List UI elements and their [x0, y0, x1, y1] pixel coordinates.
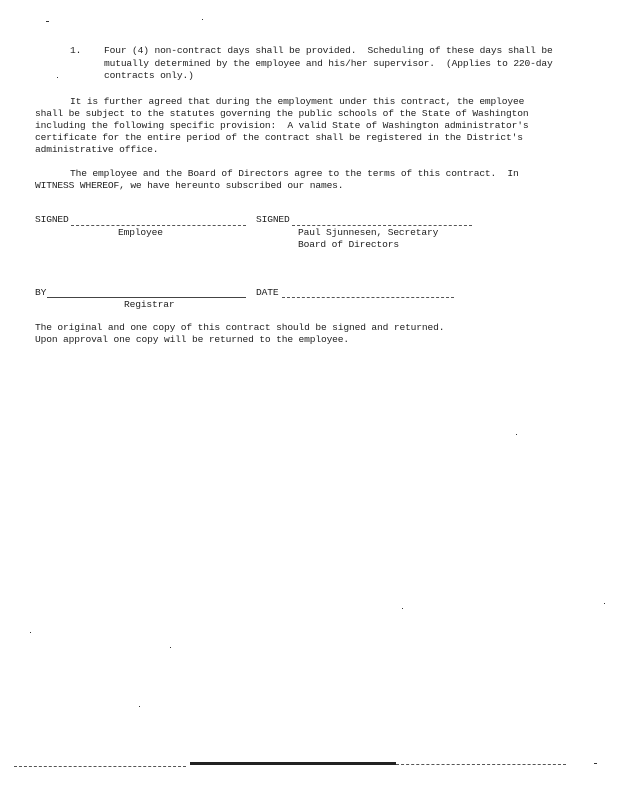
item-number: 1. — [70, 45, 82, 56]
registrar-signature-line — [47, 297, 246, 298]
para1-line-4: certificate for the entire period of the contract shall be registered in the District's — [35, 132, 523, 143]
scan-speck — [202, 19, 203, 20]
para1-line-5: administrative office. — [35, 144, 159, 155]
secretary-name: Paul Sjunnesen, Secretary — [298, 227, 439, 238]
secretary-signature-line — [292, 225, 472, 226]
date-line — [282, 297, 454, 298]
scan-speck — [46, 21, 49, 22]
scan-speck — [516, 434, 517, 435]
para1-line-2: shall be subject to the statutes governing the public schools of the State of Washington — [35, 108, 529, 119]
scan-speck — [30, 632, 31, 633]
item-line-1: Four (4) non-contract days shall be provided. Scheduling of these days shall be — [104, 45, 553, 56]
scan-bottom-line-left — [14, 766, 186, 767]
date-label: DATE — [256, 287, 279, 298]
by-label: BY — [35, 287, 47, 298]
registrar-caption: Registrar — [124, 299, 175, 310]
para1-line-3: including the following specific provision: A valid State of Washington administrator's — [35, 120, 529, 131]
para2-line-2: WITNESS WHEREOF, we have hereunto subscribed our names. — [35, 180, 344, 191]
signed-right-label: SIGNED — [256, 214, 290, 225]
scan-bottom-bar — [190, 762, 396, 765]
scan-speck — [402, 608, 403, 609]
scan-speck — [170, 647, 171, 648]
scan-speck — [57, 77, 58, 78]
item-line-2: mutually determined by the employee and his/her supervisor. (Applies to 220-day — [104, 58, 553, 69]
employee-signature-line — [71, 225, 246, 226]
scan-speck — [139, 706, 140, 707]
scan-speck — [604, 603, 605, 604]
footer-note-line-2: Upon approval one copy will be returned to the employee. — [35, 334, 350, 345]
scan-speck — [594, 763, 597, 764]
scan-bottom-line-right — [396, 764, 566, 765]
item-line-3: contracts only.) — [104, 70, 194, 81]
footer-note-line-1: The original and one copy of this contract should be signed and returned. — [35, 322, 445, 333]
signed-left-label: SIGNED — [35, 214, 69, 225]
para1-line-1: It is further agreed that during the employment under this contract, the employee — [70, 96, 525, 107]
board-caption: Board of Directors — [298, 239, 399, 250]
employee-caption: Employee — [118, 227, 163, 238]
para2-line-1: The employee and the Board of Directors agree to the terms of this contract. In — [70, 168, 519, 179]
